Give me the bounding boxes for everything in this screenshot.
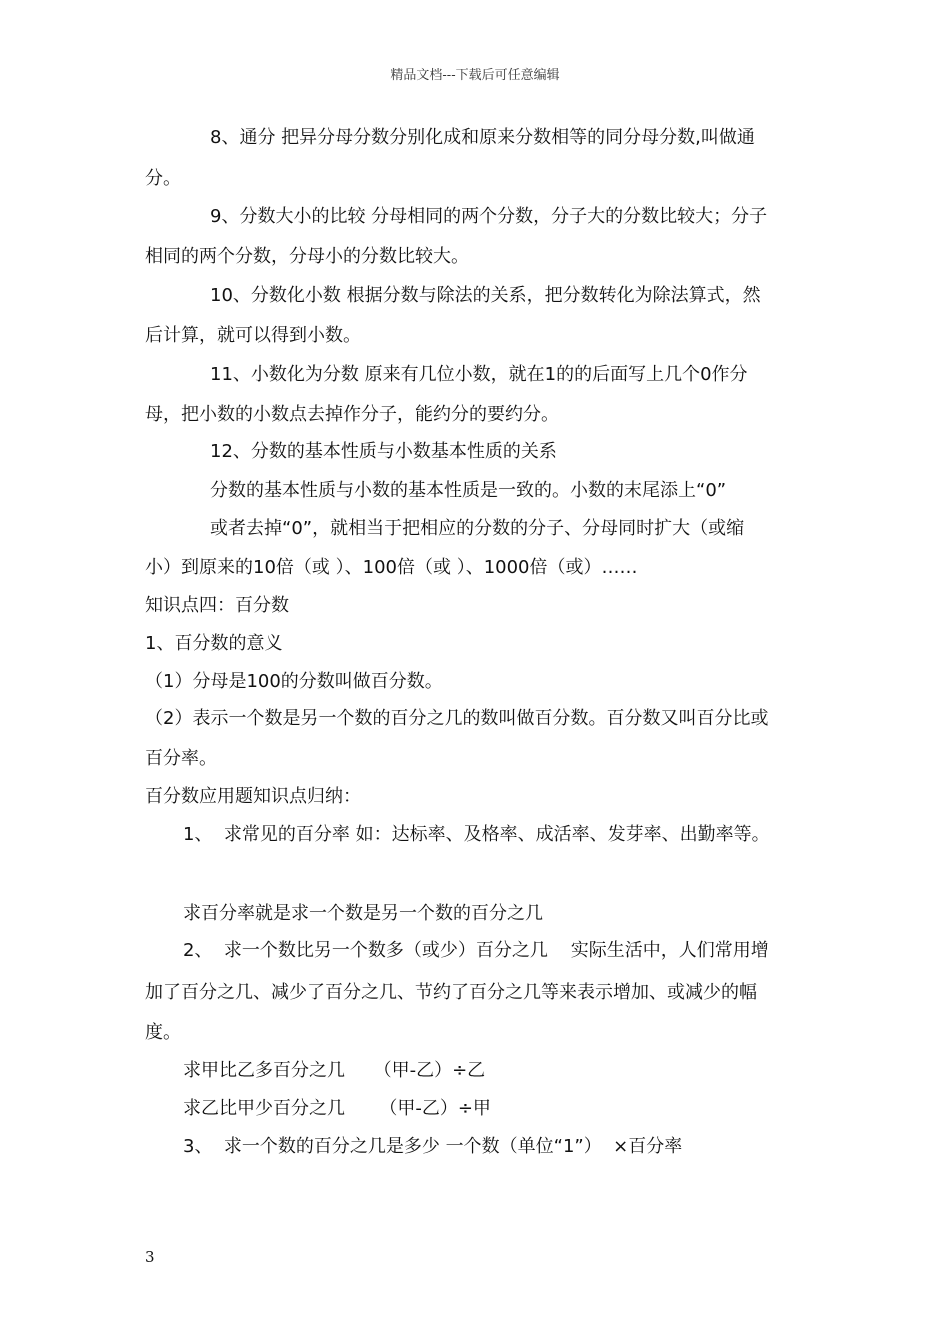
page-number: 3 bbox=[145, 1248, 155, 1266]
text-line: 分。 bbox=[145, 168, 181, 189]
text-line: 10、分数化小数 根据分数与除法的关系，把分数转化为除法算式，然 bbox=[210, 285, 761, 306]
text-line: 求百分率就是求一个数是另一个数的百分之几 bbox=[183, 903, 543, 924]
text-line: 3、 求一个数的百分之几是多少 一个数（单位“1”） ×百分率 bbox=[183, 1136, 683, 1157]
text-line: 度。 bbox=[145, 1022, 181, 1043]
page-header: 精品文档---下载后可任意编辑 bbox=[390, 68, 560, 83]
text-line: 小）到原来的10倍（或 ）、100倍（或 ）、1000倍（或）…… bbox=[145, 557, 638, 578]
text-line: 后计算，就可以得到小数。 bbox=[145, 325, 361, 346]
text-line: 9、分数大小的比较 分母相同的两个分数，分子大的分数比较大；分子 bbox=[210, 206, 768, 227]
text-line: 8、通分 把异分母分数分别化成和原来分数相等的同分母分数,叫做通 bbox=[210, 127, 755, 148]
text-line: 11、小数化为分数 原来有几位小数，就在1的的后面写上几个0作分 bbox=[210, 364, 748, 385]
text-line: 百分率。 bbox=[145, 748, 217, 769]
subsection-heading: 百分数应用题知识点归纳： bbox=[145, 786, 361, 807]
text-line: 2、 求一个数比另一个数多（或少）百分之几 实际生活中，人们常用增 bbox=[183, 940, 769, 961]
text-line: 1、 求常见的百分率 如：达标率、及格率、成活率、发芽率、出勤率等。 bbox=[183, 824, 770, 845]
text-line: 分数的基本性质与小数的基本性质是一致的。小数的末尾添上“0” bbox=[210, 480, 727, 501]
text-line: （2）表示一个数是另一个数的百分之几的数叫做百分数。百分数又叫百分比或 bbox=[145, 708, 769, 729]
text-line: 加了百分之几、减少了百分之几、节约了百分之几等来表示增加、或减少的幅 bbox=[145, 982, 757, 1003]
section-heading: 知识点四：百分数 bbox=[145, 595, 289, 616]
formula-line: 求乙比甲少百分之几 （甲-乙）÷甲 bbox=[183, 1098, 491, 1119]
formula-line: 求甲比乙多百分之几 （甲-乙）÷乙 bbox=[183, 1060, 486, 1081]
text-line: 12、分数的基本性质与小数基本性质的关系 bbox=[210, 441, 557, 462]
subsection-heading: 1、百分数的意义 bbox=[145, 633, 283, 654]
text-line: 相同的两个分数，分母小的分数比较大。 bbox=[145, 246, 469, 267]
text-line: 母，把小数的小数点去掉作分子，能约分的要约分。 bbox=[145, 404, 559, 425]
text-line: （1）分母是100的分数叫做百分数。 bbox=[145, 671, 443, 692]
text-line: 或者去掉“0”，就相当于把相应的分数的分子、分母同时扩大（或缩 bbox=[210, 518, 745, 539]
